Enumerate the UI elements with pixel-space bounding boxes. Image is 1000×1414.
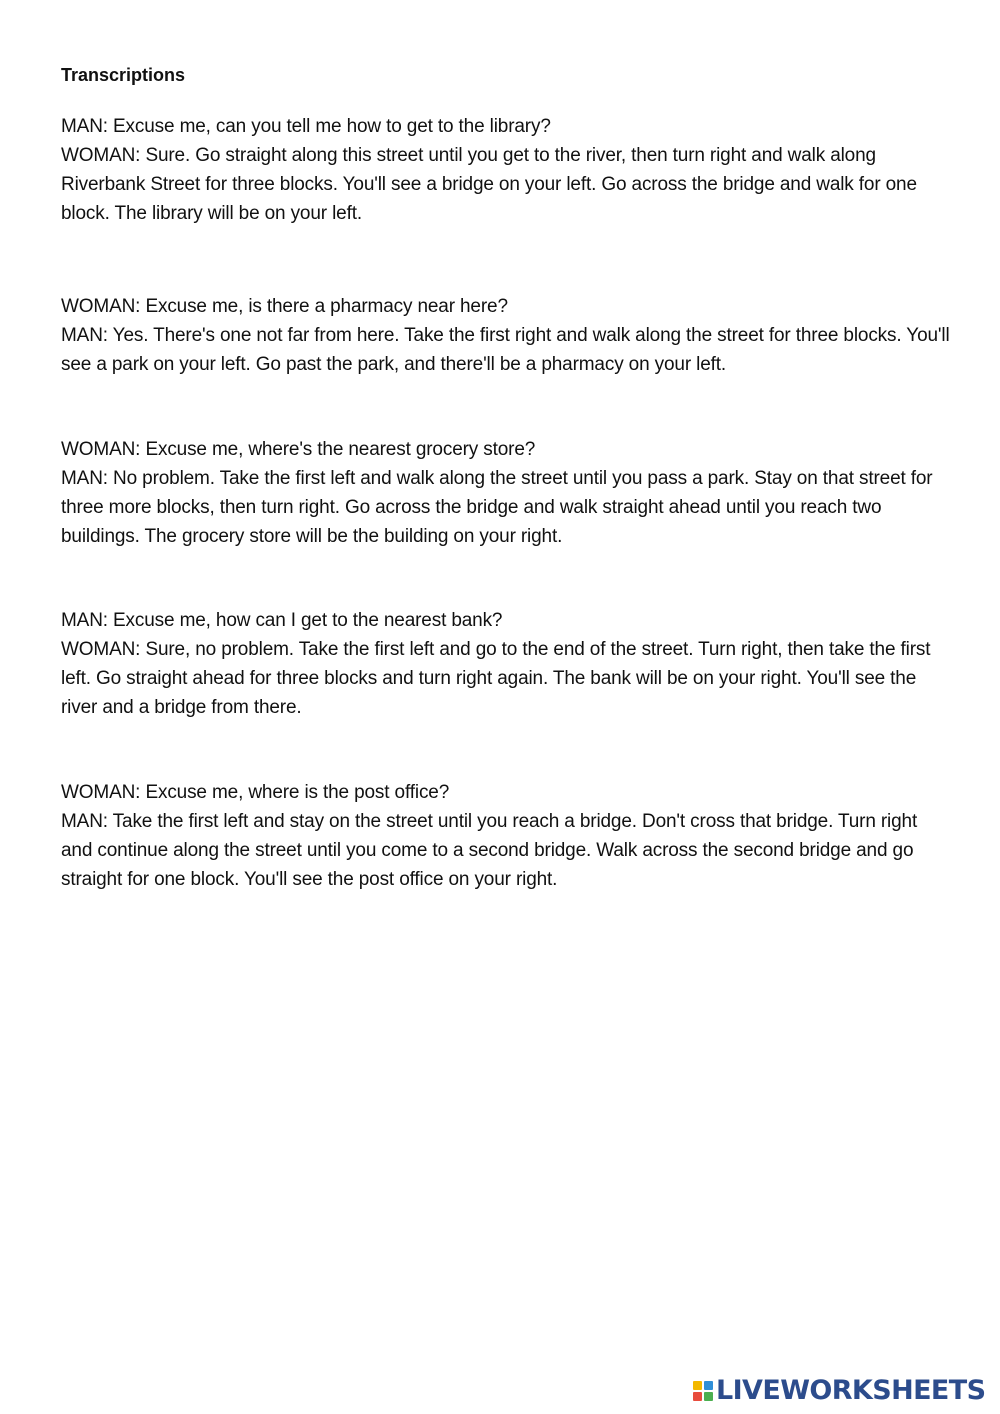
dialogue-answer: MAN: No problem. Take the first left and walk along the street until you pass a park. Stay on that street for three more blocks, then turn right. Go across the bridge and walk straight ahead until you reach two buildings. The grocery store will be the building on your right. bbox=[61, 468, 933, 547]
dialogue-answer: MAN: Take the first left and stay on the street until you reach a bridge. Don't cross that bridge. Turn right and continue along the street until you come to a second bridge. Walk across the second bridge and go straight for one block. You'll see the post office on your right. bbox=[61, 811, 918, 890]
logo-square-icon bbox=[704, 1392, 713, 1401]
logo-square-icon bbox=[693, 1381, 702, 1390]
dialogue-answer: WOMAN: Sure, no problem. Take the first left and go to the end of the street. Turn right, then take the first left. Go straight ahead for three blocks and turn right again. The bank will be on your right. You'll see the river and a bridge from there. bbox=[61, 639, 931, 718]
dialogue-library bbox=[61, 112, 951, 228]
dialogue-answer: WOMAN: Sure. Go straight along this street until you get to the river, then turn right and walk along Riverbank Street for three blocks. You'll see a bridge on your left. Go across the bridge and walk for one block. The library will be on your left. bbox=[61, 145, 917, 224]
brand-name: LIVEWORKSHEETS bbox=[716, 1375, 986, 1406]
dialogue-question: MAN: Excuse me, can you tell me how to get to the library? bbox=[61, 116, 551, 137]
logo-square-icon bbox=[693, 1392, 702, 1401]
dialogue-question: WOMAN: Excuse me, is there a pharmacy near here? bbox=[61, 296, 508, 317]
logo-square-icon bbox=[704, 1381, 713, 1390]
dialogue-grocery-store bbox=[61, 435, 951, 551]
liveworksheets-brand bbox=[693, 1376, 985, 1406]
page-title: Transcriptions bbox=[61, 65, 186, 85]
dialogue-question: WOMAN: Excuse me, where is the post office? bbox=[61, 782, 450, 803]
dialogue-bank bbox=[61, 606, 951, 722]
dialogue-question: MAN: Excuse me, how can I get to the nearest bank? bbox=[61, 610, 503, 631]
liveworksheets-logo-icon bbox=[693, 1381, 713, 1401]
dialogue-question: WOMAN: Excuse me, where's the nearest grocery store? bbox=[61, 439, 536, 460]
dialogue-answer: MAN: Yes. There's one not far from here. Take the first right and walk along the street for three blocks. You'll see a park on your left. Go past the park, and there'll be a pharmacy on your left. bbox=[61, 325, 950, 375]
dialogue-pharmacy bbox=[61, 292, 951, 379]
dialogue-post-office bbox=[61, 778, 951, 894]
